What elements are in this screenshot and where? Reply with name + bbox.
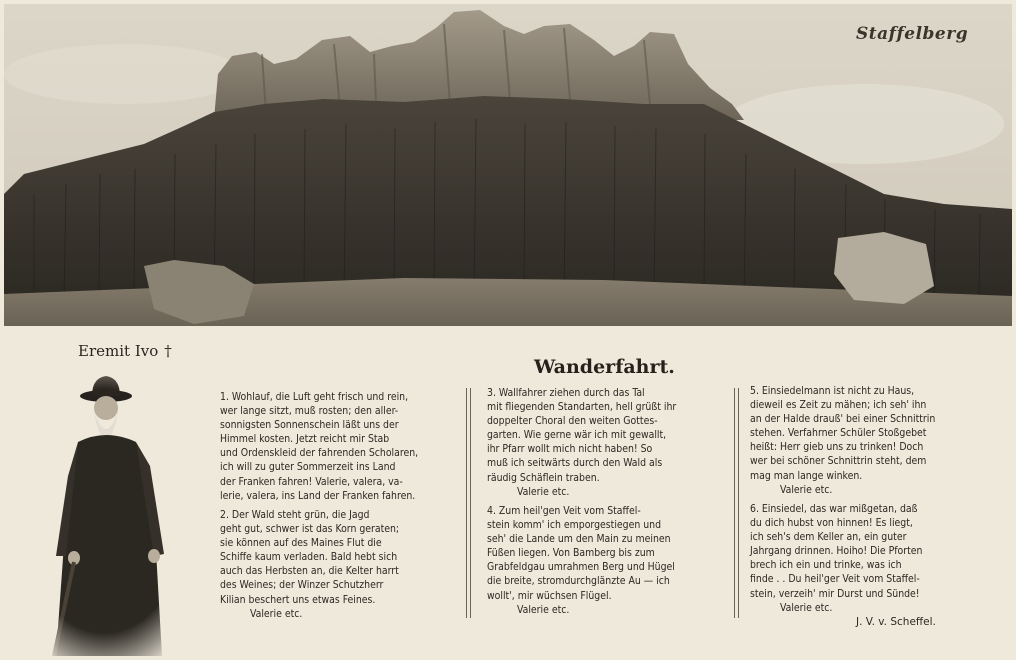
verse-refrain: Valerie etc. — [780, 601, 833, 614]
verse-refrain: Valerie etc. — [780, 483, 833, 496]
verse-2 — [220, 508, 399, 621]
verse-6 — [750, 502, 922, 615]
verse-refrain: Valerie etc. — [250, 607, 303, 620]
staffelberg-photo — [4, 4, 1012, 326]
verse-line: der Franken fahren! Valerie, valera, va- — [220, 475, 403, 488]
verse-5 — [750, 384, 935, 497]
verse-line: doppelter Choral den weiten Gottes- — [487, 415, 658, 428]
verse-line: 3. Wallfahrer ziehen durch das Tal — [487, 387, 645, 399]
verse-line: ich will zu guter Sommerzeit ins Land — [220, 461, 396, 474]
verse-line: stehen. Verfahrner Schüler Stoßgebet — [750, 427, 927, 440]
verse-line: und Ordenskleid der fahrenden Scholaren, — [220, 447, 419, 460]
place-title: Staffelberg — [856, 24, 969, 44]
verse-line: Füßen liegen. Von Bamberg bis zum — [487, 547, 655, 560]
verse-line: räudig Schäflein traben. — [487, 471, 600, 484]
verse-line: dieweil es Zeit zu mähen; ich seh' ihn — [750, 399, 927, 412]
verse-line: seh' die Lande um den Main zu meinen — [487, 533, 671, 546]
column-divider — [734, 388, 739, 618]
verse-refrain: Valerie etc. — [517, 485, 570, 498]
verse-1 — [220, 390, 418, 503]
verse-3 — [487, 386, 676, 499]
verse-line: sie können auf des Maines Flut die — [220, 537, 382, 550]
verse-line: Schiffe kaum verladen. Bald hebt sich — [220, 551, 398, 564]
verse-line: des Weines; der Winzer Schutzherr — [220, 579, 384, 592]
verse-line: stein komm' ich emporgestiegen und — [487, 519, 662, 532]
verse-line: finde . . Du heil'ger Veit vom Staffel- — [750, 573, 920, 586]
verse-line: 4. Zum heil'gen Veit vom Staffel- — [487, 505, 641, 517]
verse-line: stein, verzeih' mir Durst und Sünde! — [750, 587, 920, 600]
verse-line: 2. Der Wald steht grün, die Jagd — [220, 509, 370, 521]
verse-line: garten. Wie gerne wär ich mit gewallt, — [487, 429, 667, 442]
verse-refrain: Valerie etc. — [517, 603, 570, 616]
verse-line: mag man lange winken. — [750, 469, 863, 482]
verse-line: auch das Herbsten an, die Kelter harrt — [220, 565, 399, 578]
verse-line: geht gut, schwer ist das Korn geraten; — [220, 523, 400, 536]
verse-line: wer lange sitzt, muß rosten; den aller- — [220, 405, 399, 418]
column-divider — [466, 388, 471, 618]
verse-line: 5. Einsiedelmann ist nicht zu Haus, — [750, 385, 915, 397]
verse-line: 6. Einsiedel, das war mißgetan, daß — [750, 503, 918, 515]
verse-line: ihr Pfarr wollt mich nicht haben! So — [487, 443, 653, 456]
verse-line: Himmel kosten. Jetzt reicht mir Stab — [220, 433, 390, 446]
verse-line: 1. Wohlauf, die Luft geht frisch und rein, — [220, 391, 409, 403]
verse-line: sonnigsten Sonnenschein läßt uns der — [220, 419, 399, 432]
verse-line: brech ich ein und trinke, was ich — [750, 559, 902, 572]
verse-line: wer bei schöner Schnittrin steht, dem — [750, 455, 927, 468]
mountain-photo-illustration — [4, 4, 1012, 326]
song-title: Wanderfahrt. — [534, 356, 675, 378]
verse-line: lerie, valera, ins Land der Franken fahren. — [220, 489, 416, 502]
verse-line: Jahrgang drinnen. Hoiho! Die Pforten — [750, 545, 923, 558]
verse-line: Grabfeldgau umrahmen Berg und Hügel — [487, 561, 675, 574]
verse-line: Kilian beschert uns etwas Feines. — [220, 593, 376, 606]
verse-line: wollt', mir wüchsen Flügel. — [487, 589, 612, 602]
hermit-caption-text: Eremit Ivo — [78, 342, 159, 360]
verse-line: ich seh's dem Keller an, ein guter — [750, 531, 907, 544]
verse-line: du dich hubst von hinnen! Es liegt, — [750, 517, 913, 530]
verse-line: die breite, stromdurchglänzte Au — ich — [487, 575, 670, 588]
verse-line: muß ich seitwärts durch den Wald als — [487, 457, 663, 470]
hermit-caption — [78, 342, 172, 360]
author-signature: J. V. v. Scheffel. — [856, 616, 936, 628]
hermit-portrait — [4, 366, 204, 656]
cross-icon: † — [164, 342, 172, 360]
verse-line: an der Halde drauß' bei einer Schnittrin — [750, 413, 936, 426]
text-panel — [4, 328, 1012, 656]
verse-4 — [487, 504, 675, 617]
verse-line: mit fliegenden Standarten, hell grüßt ihr — [487, 401, 677, 414]
verse-line: heißt: Herr gieb uns zu trinken! Doch — [750, 441, 924, 454]
